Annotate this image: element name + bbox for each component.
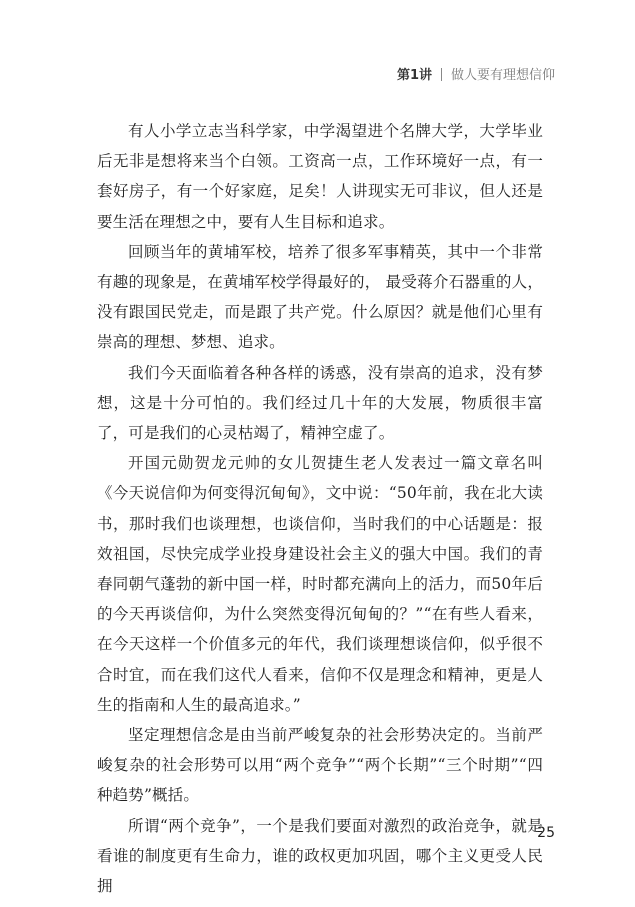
running-header	[397, 68, 555, 84]
paragraph: 坚定理想信念是由当前严峻复杂的社会形势决定的。当前严峻复杂的社会形势可以用“两个竞争”“两个长期”“三个时期”“四种趋势”概括。	[97, 726, 543, 805]
paragraph: 有人小学立志当科学家，中学渴望进个名牌大学，大学毕业后无非是想将来当个白领。工资高一点，工作环境好一点，有一套好房子，有一个好家庭，足矣！人讲现实无可非议，但人还是要生活在理想之中，要有人生目标和追求。	[97, 122, 543, 231]
chapter-title: 做人要有理想信仰	[450, 68, 555, 83]
paragraph: 我们今天面临着各种各样的诱惑，没有崇高的追求，没有梦想，这是十分可怕的。我们经过几十年的大发展，物质很丰富了，可是我们的心灵枯竭了，精神空虚了。	[97, 363, 543, 443]
body-text	[97, 116, 543, 901]
paragraph: 回顾当年的黄埔军校，培养了很多军事精英，其中一个非常有趣的现象是，在黄埔军校学得最好的， 最受蒋介石器重的人，没有跟国民党走，而是跟了共产党。什么原因？就是他们心里有崇高的理想、梦想、追求。	[97, 242, 543, 352]
page-number: 25	[537, 825, 555, 841]
header-divider	[441, 68, 442, 81]
paragraph: 开国元勋贺龙元帅的女儿贺捷生老人发表过一篇文章名叫《今天说信仰为何变得沉甸甸》，文中说：“50年前，我在北大读书，那时我们也谈理想，也谈信仰，当时我们的中心话题是：报效祖国，尽快完成学业投身建设社会主义的强大中国。我们的青春同朝气蓬勃的新中国一样，时时都充满向上的活力，而50年后的今天再谈信仰，为什么突然变得沉甸甸的？”“在有些人看来，在今天这样一个价值多元的年代，我们谈理想谈信仰，似乎很不合时宜，而在我们这代人看来，信仰不仅是理念和精神，更是人生的指南和人生的最高追求。”	[97, 454, 543, 714]
paragraph: 所谓“两个竞争”，一个是我们要面对激烈的政治竞争，就是看谁的制度更有生命力，谁的政权更加巩固，哪个主义更受人民拥	[97, 816, 543, 896]
chapter-label: 第1讲	[396, 68, 432, 83]
